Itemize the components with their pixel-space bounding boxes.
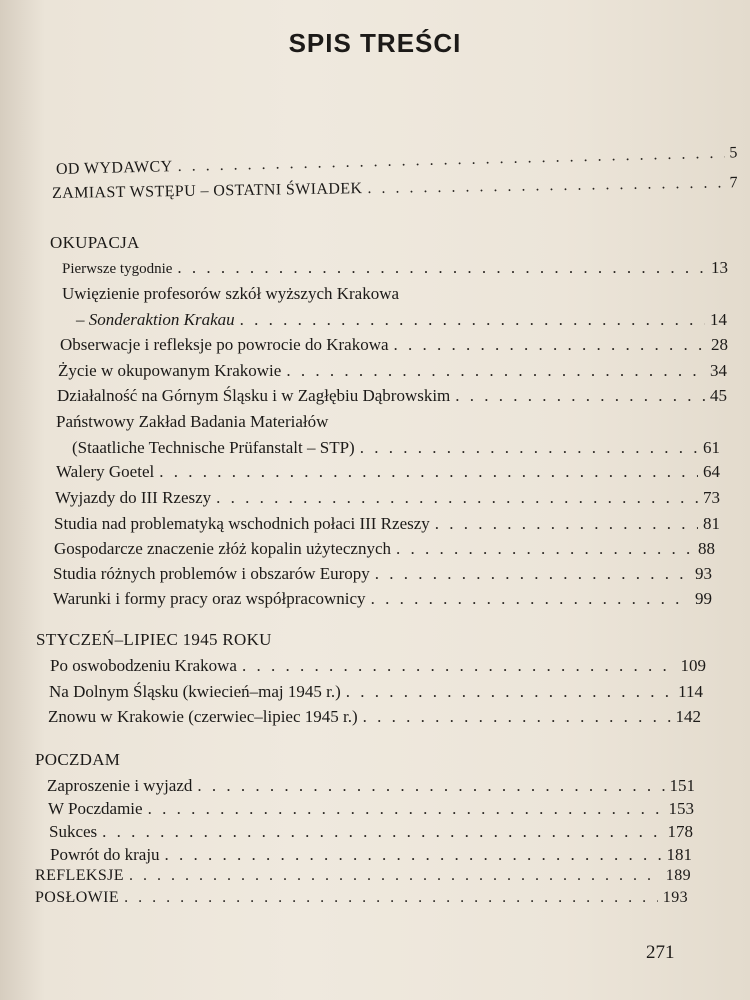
toc-entry-title: Działalność na Górnym Śląsku i w Zagłębiu Dąbrowskim [57,386,451,405]
leader-dots [371,589,690,609]
toc-entry-title: Życie w okupowanym Krakowie [58,361,282,380]
leader-dots [396,539,693,559]
toc-entry-page: 61 [703,438,720,457]
toc-entry-title: W Poczdamie [48,799,143,818]
toc-entry [48,799,694,819]
toc-entry-page: 181 [666,845,692,864]
leader-dots [363,707,671,727]
toc-entry-title: Po oswobodzeniu Krakowa [50,656,237,675]
toc-entry-page: 114 [678,682,703,701]
toc-entry-page: 13 [711,258,728,277]
page-title: SPIS TREŚCI [288,28,462,58]
toc-entry [48,707,701,727]
toc-entry-page: 189 [665,867,691,884]
leader-dots [435,514,698,534]
section-heading-okupacja: OKUPACJA [50,233,140,252]
toc-entry [35,866,691,886]
toc-entry [47,776,695,796]
toc-entry-title: Walery Goetel [56,462,155,481]
toc-entry-page: 142 [675,707,701,726]
toc-entry [35,888,688,908]
toc-entry-title: Obserwacje i refleksje po powrocie do Krakowa [60,335,389,354]
toc-entry-subtitle: (Staatliche Technische Prüfanstalt – STP) [72,438,355,457]
toc-entry-title: ZAMIAST WSTĘPU – OSTATNI ŚWIADEK [51,180,363,202]
leader-dots [129,866,661,886]
toc-entry-title: Studia różnych problemów i obszarów Europy [53,564,370,583]
toc-entry [60,335,728,355]
toc-entry [72,438,720,458]
toc-entry [76,310,727,330]
toc-entry-page: 88 [698,539,715,558]
toc-entry [50,656,706,676]
toc-entry-page: 193 [662,889,688,906]
leader-dots [360,438,698,458]
toc-entry-title: Studia nad problematyką wschodnich połaci III Rzeszy [54,514,430,533]
toc-entry-title: Sukces [49,822,98,841]
toc-entry-page: 151 [669,776,695,795]
leader-dots [367,173,724,199]
toc-entry-page: 178 [667,822,693,841]
toc-entry-page: 81 [703,514,720,533]
toc-entry [50,845,692,865]
toc-entry-title: Wyjazdy do III Rzeszy [55,488,212,507]
toc-entry-title: Gospodarcze znaczenie złóż kopalin użytecznych [54,539,391,558]
toc-entry-title: Warunki i formy pracy oraz współpracownicy [53,589,366,608]
toc-entry-page: 45 [710,386,727,405]
toc-entry-title: Znowu w Krakowie (czerwiec–lipiec 1945 r.) [48,707,358,726]
toc-entry [62,258,728,279]
toc-entry-page: 7 [729,174,739,192]
toc-entry [57,386,727,406]
leader-dots [242,656,676,676]
toc-entry-title: Państwowy Zakład Badania Materiałów [56,412,329,431]
leader-dots [148,799,664,819]
toc-entry-page: 99 [695,589,712,608]
leader-dots [159,462,698,482]
toc-entry-page: 73 [703,488,720,507]
toc-entry-title: REFLEKSJE [35,867,124,884]
toc-entry [58,361,727,381]
toc-entry-subtitle: – Sonderaktion Krakau [76,310,235,329]
toc-entry-page: 28 [711,335,728,354]
toc-entry-page: 5 [729,144,738,162]
leader-dots [165,845,662,865]
toc-entry-title: Pierwsze tygodnie [62,261,173,277]
leader-dots [240,310,705,330]
toc-entry-page: 34 [710,361,727,380]
toc-entry [53,564,712,584]
toc-entry-title: POSŁOWIE [35,889,120,906]
leader-dots [286,361,705,381]
leader-dots [197,776,664,796]
toc-entry [55,488,720,508]
toc-entry-title: Na Dolnym Śląsku (kwiecień–maj 1945 r.) [49,682,341,701]
toc-entry-page: 109 [680,656,706,675]
toc-entry-title: Zaproszenie i wyjazd [47,776,193,795]
toc-entry [53,589,712,609]
leader-dots [124,888,658,908]
toc-entry-page: 153 [668,799,694,818]
toc-entry-page: 93 [695,564,712,583]
toc-entry [54,539,715,559]
toc-entry [49,822,693,842]
page-number: 271 [646,942,675,963]
toc-entry-title: OD WYDAWCY [55,158,173,178]
toc-entry-title: Uwięzienie profesorów szkół wyższych Krakowa [62,284,400,303]
toc-entry [49,682,703,702]
leader-dots [216,488,698,508]
toc-entry [56,462,720,482]
leader-dots [177,144,724,177]
toc-entry-title: Powrót do kraju [50,845,160,864]
section-heading-styczen-lipiec: STYCZEŃ–LIPIEC 1945 ROKU [36,630,272,649]
leader-dots [102,822,662,842]
leader-dots [177,258,706,278]
toc-entry [52,173,738,204]
toc-entry [54,514,720,534]
toc-entry-page: 14 [710,310,727,329]
leader-dots [394,335,706,355]
section-heading-poczdam: POCZDAM [35,750,121,769]
leader-dots [375,564,690,584]
leader-dots [455,386,705,406]
leader-dots [346,682,673,702]
toc-entry-page: 64 [703,462,720,481]
